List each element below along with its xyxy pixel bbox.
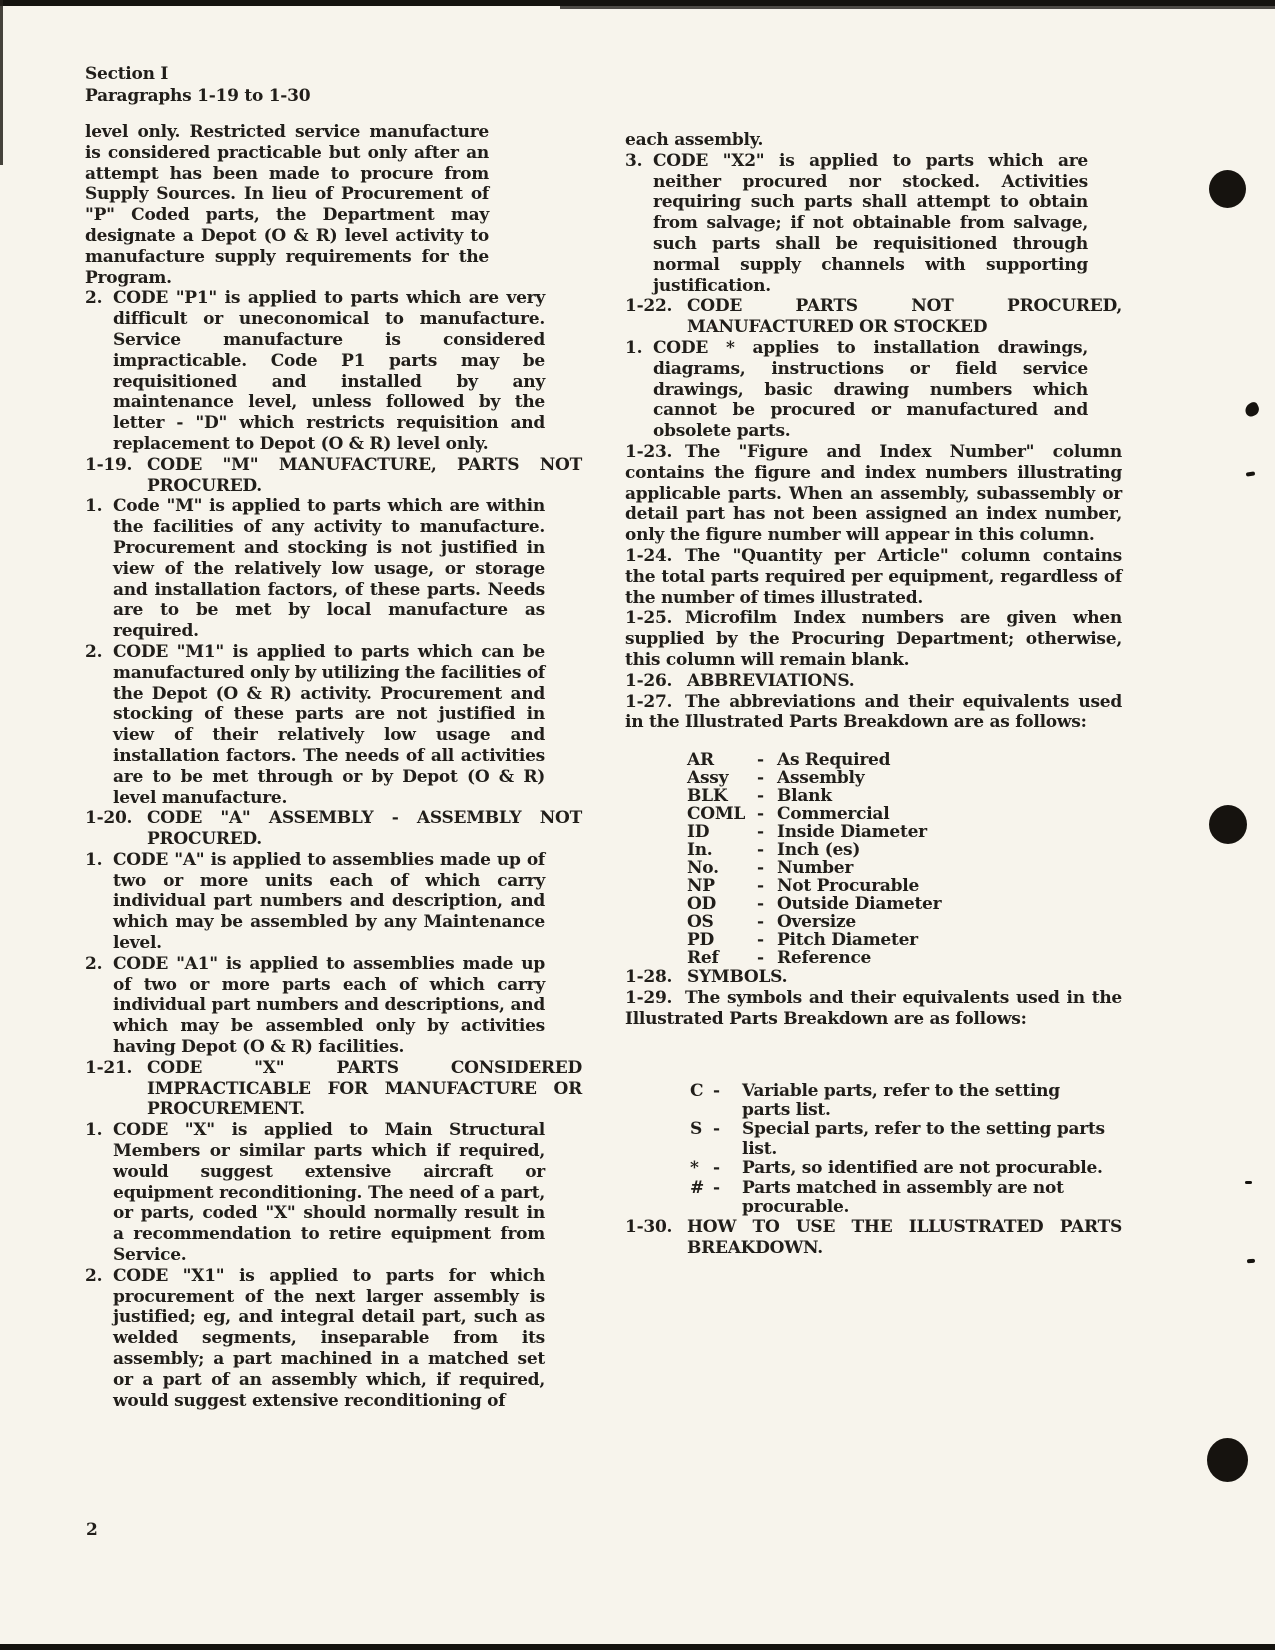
paragraph-text: The "Quantity per Article" column contains the total parts required per equipment, regardless of the number of times illustrated.: [625, 545, 1122, 608]
item-number: 3.: [625, 150, 643, 171]
abbr: ID: [687, 822, 710, 843]
meaning: Variable parts, refer to the setting parts list.: [742, 1080, 1060, 1120]
heading-1-28: [625, 967, 1122, 988]
paragraph-text: The symbols and their equivalents used in the Illustrated Parts Breakdown are as follows:: [625, 987, 1122, 1029]
item-text: CODE "X2" is applied to parts which are neither procured nor stocked. Activities requiring such parts shall attempt to obtain from salvage; if not obtainable from salvage, such parts shall be requisitioned through normal supply channels with supporting justification.: [653, 150, 1088, 296]
item-number: 2.: [85, 1265, 103, 1286]
heading-1-26: [625, 671, 1122, 692]
meaning: Inside Diameter: [777, 822, 927, 843]
ink-blot: [1243, 401, 1261, 419]
heading-text: CODE "X" PARTS CONSIDERED IMPRACTICABLE FOR MANUFACTURE OR PROCUREMENT.: [147, 1057, 582, 1120]
paragraph-text: Microfilm Index numbers are given when supplied by the Procuring Department; otherwise, this column will remain blank.: [625, 608, 1122, 670]
heading-1-30: [625, 1217, 1122, 1259]
heading-number: 1-21.: [85, 1057, 133, 1078]
heading-text: SYMBOLS.: [687, 967, 788, 988]
dash: -: [713, 1177, 720, 1198]
paragraph-text: The "Figure and Index Number" column contains the figure and index numbers illustrating applicable parts. When an assembly, subassembly or detail part has not been assigned an index number, only the figure number will appear in this column.: [625, 441, 1122, 546]
meaning: Pitch Diameter: [777, 930, 918, 951]
heading-number: 1-28.: [625, 967, 673, 988]
meaning: Oversize: [777, 912, 856, 933]
registration-dot-middle: [1209, 805, 1247, 844]
ink-speck: [1245, 1181, 1252, 1184]
right-column: [625, 130, 1122, 1259]
item-text: CODE "P1" is applied to parts which are very difficult or uneconomical to manufacture. Service manufacture is considered impracticable. Code P1 parts may be requisitioned and installed by any maintenance level, unless followed by the letter - "D" which restricts requisition and replacement to Depot (O & R) level only.: [113, 288, 545, 454]
paragraph-1-29: [625, 988, 1122, 1030]
item-text: Code "M" is applied to parts which are within the facilities of any activity to manufacture. Procurement and stocking is not justified in view of the relatively low usage, or storage and installation factors, of these parts. Needs are to be met by local manufacture as required.: [113, 496, 545, 642]
abbreviation-row: [687, 751, 1122, 769]
paragraph-1-27: [625, 692, 1122, 734]
paragraph-number: 1-29.: [625, 987, 673, 1008]
paragraph-text: The abbreviations and their equivalents used in the Illustrated Parts Breakdown are as follows:: [625, 691, 1122, 733]
abbr: NP: [687, 876, 715, 897]
abbreviation-row: [687, 823, 1122, 841]
heading-number: 1-26.: [625, 670, 673, 691]
abbreviation-row: [687, 913, 1122, 931]
symbol: #: [690, 1177, 704, 1198]
symbol-row: [690, 1082, 1110, 1121]
list-item-x2: [625, 151, 1088, 297]
left-column: [85, 122, 582, 1411]
abbr: COML: [687, 804, 746, 825]
list-item-p1: [85, 288, 545, 454]
scan-edge-top: [560, 6, 1275, 9]
paragraph-range: Paragraphs 1-19 to 1-30: [85, 85, 311, 106]
dash: -: [757, 840, 764, 861]
dash: -: [757, 804, 764, 825]
abbreviation-row: [687, 895, 1122, 913]
heading-1-21: [85, 1058, 582, 1120]
meaning: Assembly: [777, 768, 865, 789]
heading-number: 1-30.: [625, 1217, 673, 1238]
meaning: Outside Diameter: [777, 894, 942, 915]
abbreviation-row: [687, 805, 1122, 823]
abbreviation-row: [687, 841, 1122, 859]
dash: -: [757, 894, 764, 915]
abbr: OD: [687, 894, 717, 915]
paragraph-number: 1-27.: [625, 691, 673, 712]
registration-dot-bottom: [1207, 1438, 1248, 1482]
paragraph-1-23: [625, 442, 1122, 546]
list-item-m1: [85, 642, 545, 808]
abbreviation-list: [687, 751, 1122, 967]
meaning: As Required: [777, 750, 891, 771]
dash: -: [757, 912, 764, 933]
dash: -: [757, 822, 764, 843]
meaning: Parts, so identified are not procurable.: [742, 1158, 1103, 1179]
item-number: 2.: [85, 288, 103, 309]
abbr: Ref: [687, 948, 719, 969]
item-text: CODE "A1" is applied to assemblies made up of two or more parts each of which carry individual part numbers and descriptions, and which may be assembled only by activities having Depot (O & R) facilities.: [113, 953, 545, 1058]
abbr: PD: [687, 930, 715, 951]
list-item-x: [85, 1120, 545, 1266]
item-number: 1.: [85, 1120, 103, 1141]
symbol-list: [690, 1082, 1110, 1218]
abbr: AR: [687, 750, 714, 771]
scan-edge-left: [0, 0, 3, 165]
meaning: Inch (es): [777, 840, 861, 861]
abbreviation-row: [687, 877, 1122, 895]
heading-number: 1-20.: [85, 808, 133, 829]
list-item-m: [85, 496, 545, 642]
paragraph-number: 1-23.: [625, 441, 673, 462]
paragraph-number: 1-25.: [625, 608, 673, 629]
meaning: Commercial: [777, 804, 890, 825]
symbol-row: [690, 1179, 1110, 1218]
abbr: BLK: [687, 786, 728, 807]
abbr: Assy: [687, 768, 729, 789]
symbol-row: [690, 1120, 1110, 1159]
dash: -: [713, 1158, 720, 1179]
heading-text: CODE "M" MANUFACTURE, PARTS NOT PROCURED.: [147, 454, 582, 496]
item-text: CODE "X1" is applied to parts for which procurement of the next larger assembly is justified; eg, and integral detail part, such as welded segments, inseparable from its assembly; a part machined in a matched set or a part of an assembly which, if required, would suggest extensive reconditioning of: [113, 1265, 545, 1411]
heading-1-19: [85, 455, 582, 497]
heading-1-22: [625, 296, 1122, 338]
meaning: Reference: [777, 948, 872, 969]
heading-number: 1-19.: [85, 454, 133, 475]
symbol: C: [690, 1080, 704, 1101]
dash: -: [757, 858, 764, 879]
abbreviation-row: [687, 787, 1122, 805]
registration-dot-top: [1209, 170, 1246, 208]
item-number: 1.: [85, 849, 103, 870]
abbr: In.: [687, 840, 713, 861]
heading-text: CODE "A" ASSEMBLY - ASSEMBLY NOT PROCURED.: [147, 808, 582, 850]
ink-speck: [1246, 471, 1255, 476]
section-title: Section I: [85, 64, 169, 84]
abbreviation-row: [687, 949, 1122, 967]
continued-paragraph: each assembly.: [625, 130, 764, 150]
item-number: 2.: [85, 953, 103, 974]
dash: -: [757, 768, 764, 789]
meaning: Blank: [777, 786, 832, 807]
dash: -: [757, 786, 764, 807]
dash: -: [757, 876, 764, 897]
heading-text: ABBREVIATIONS.: [687, 670, 855, 691]
meaning: Not Procurable: [777, 876, 920, 897]
symbol: *: [690, 1158, 699, 1179]
abbr: OS: [687, 912, 714, 933]
scan-edge-bottom: [0, 1644, 1275, 1650]
item-text: CODE "A" is applied to assemblies made up of two or more units each of which carry individual part numbers and description, and which may be assembled by any Maintenance level.: [113, 849, 545, 954]
heading-number: 1-22.: [625, 296, 673, 317]
dash: -: [757, 948, 764, 969]
meaning: Special parts, refer to the setting parts list.: [742, 1119, 1105, 1159]
heading-1-20: [85, 808, 582, 850]
item-number: 2.: [85, 641, 103, 662]
symbol-row: [690, 1159, 1110, 1178]
list-item-a: [85, 850, 545, 954]
heading-text: HOW TO USE THE ILLUSTRATED PARTS BREAKDOWN.: [687, 1217, 1122, 1259]
list-item-x1: [85, 1266, 545, 1412]
paragraph-1-24: [625, 546, 1122, 608]
item-text: CODE "M1" is applied to parts which can be manufactured only by utilizing the facilities of the Depot (O & R) activity. Procurement and stocking of these parts are not justified in view of their relatively low usage and installation factors. The needs of all activities are to be met through or by Depot (O & R) level manufacture.: [113, 641, 545, 808]
dash: -: [757, 930, 764, 951]
continued-paragraph: level only. Restricted service manufacture is considered practicable but only after an attempt has been made to procure from Supply Sources. In lieu of Procurement of "P" Coded parts, the Department may designate a Depot (O & R) level activity to manufacture supply requirements for the Program.: [85, 122, 489, 288]
page-header: [85, 64, 310, 107]
paragraph-1-25: [625, 608, 1122, 670]
item-text: CODE * applies to installation drawings, diagrams, instructions or field service drawings, basic drawing numbers which cannot be procured or manufactured and obsolete parts.: [653, 337, 1088, 442]
item-text: CODE "X" is applied to Main Structural Members or similar parts which if required, would suggest extensive aircraft or equipment reconditioning. The need of a part, or parts, coded "X" should normally result in a recommendation to retire equipment from Service.: [113, 1120, 545, 1266]
meaning: Parts matched in assembly are not procurable.: [742, 1177, 1064, 1217]
abbreviation-row: [687, 769, 1122, 787]
dash: -: [713, 1119, 720, 1140]
symbol: S: [690, 1119, 703, 1140]
dash: -: [757, 750, 764, 771]
abbr: No.: [687, 858, 719, 879]
abbreviation-row: [687, 931, 1122, 949]
ink-speck: [1247, 1259, 1255, 1264]
paragraph-number: 1-24.: [625, 545, 673, 566]
meaning: Number: [777, 858, 854, 879]
page-number: 2: [86, 1520, 98, 1540]
heading-text: CODE PARTS NOT PROCURED, MANUFACTURED OR STOCKED: [687, 296, 1122, 338]
list-item-a1: [85, 954, 545, 1058]
abbreviation-row: [687, 859, 1122, 877]
dash: -: [713, 1080, 720, 1101]
item-number: 1.: [85, 496, 103, 517]
item-number: 1.: [625, 337, 643, 358]
list-item-star: [625, 338, 1088, 442]
